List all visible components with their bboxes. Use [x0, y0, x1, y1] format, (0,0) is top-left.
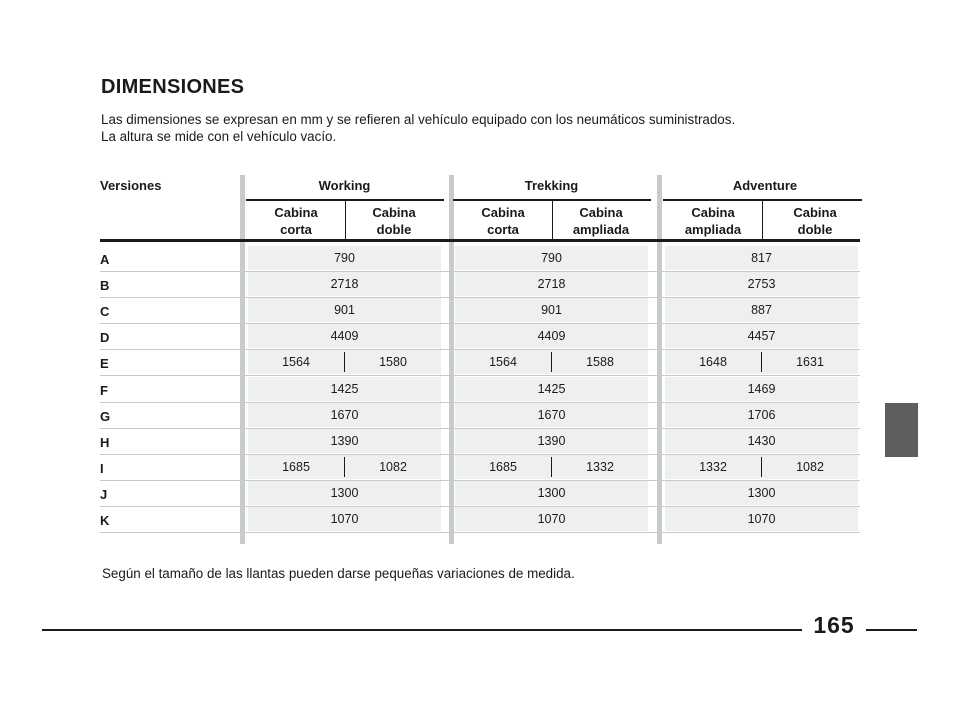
dimension-cell: 887 [665, 298, 858, 322]
row-label: K [100, 513, 110, 528]
dimension-value: 1564 [282, 355, 310, 370]
versions-header: Versiones [100, 178, 162, 193]
dimension-cell: 2718 [248, 272, 441, 296]
dimension-cell: 901 [248, 298, 441, 322]
row-label: D [100, 330, 110, 346]
table-row [100, 272, 860, 298]
dimension-value: 1580 [379, 355, 407, 370]
section-title: DIMENSIONES [101, 76, 245, 98]
intro-text [101, 111, 801, 145]
dimension-cell: 1070 [248, 507, 441, 531]
dimension-cell: 790 [248, 246, 441, 270]
dimension-cell: 1390 [248, 429, 441, 453]
dimension-cell: 4409 [455, 324, 648, 348]
dimension-value: 1082 [379, 459, 407, 474]
dimension-cell: 1706 [665, 403, 858, 427]
dimension-value: 1631 [796, 355, 824, 370]
dimension-cell-split [248, 350, 441, 374]
table-row [100, 429, 860, 455]
dimension-cell: 1070 [455, 507, 648, 531]
table-row [100, 481, 860, 507]
dimension-cell: 2753 [665, 272, 858, 296]
table-row [100, 324, 860, 350]
footnote: Según el tamaño de las llantas pueden darse pequeñas variaciones de medida. [102, 566, 575, 581]
subheader-adventure-a: Cabina ampliada [684, 205, 742, 237]
table-row [100, 298, 860, 324]
side-thumb-tab [885, 403, 918, 457]
dimension-value: 1648 [699, 355, 727, 370]
subheader-trekking-b: Cabina ampliada [572, 205, 630, 237]
dimension-cell-split [248, 455, 441, 479]
dimension-cell: 1430 [665, 429, 858, 453]
dimension-value: 1685 [282, 459, 310, 474]
dimension-value: 1564 [489, 355, 517, 370]
dimension-cell-split [455, 350, 648, 374]
dimension-value: 1332 [586, 459, 614, 474]
dimension-value: 1588 [586, 355, 614, 370]
intro-line-1: Las dimensiones se expresan en mm y se refieren al vehículo equipado con los neumáticos suministrados. [101, 112, 736, 127]
dimension-cell: 1425 [248, 377, 441, 401]
page-number: 165 [813, 612, 855, 638]
dimension-cell: 1469 [665, 377, 858, 401]
row-label: I [100, 460, 104, 476]
dimension-cell: 1670 [248, 403, 441, 427]
row-rule [100, 532, 860, 533]
table-row [100, 350, 860, 376]
row-label: A [100, 252, 110, 267]
subheader-trekking-a: Cabina corta [481, 205, 525, 237]
group-title-working: Working [318, 178, 371, 193]
table-row [100, 377, 860, 403]
dimension-cell-split [665, 455, 858, 479]
footer-rule-left [42, 629, 802, 631]
row-label: E [100, 356, 109, 372]
dimension-value: 1685 [489, 459, 517, 474]
dimension-cell: 1070 [665, 507, 858, 531]
header-bottom-rule [100, 239, 860, 242]
dimension-cell-split [455, 455, 648, 479]
dimension-cell: 4409 [248, 324, 441, 348]
row-label: J [100, 486, 108, 502]
dimension-cell: 1300 [248, 481, 441, 505]
dimension-cell: 1425 [455, 377, 648, 401]
subheader-working-b: Cabina doble [372, 205, 416, 237]
footer-rule-right [866, 629, 917, 631]
table-row [100, 455, 860, 481]
row-label: B [100, 278, 110, 294]
dimension-cell: 2718 [455, 272, 648, 296]
row-label: H [100, 434, 110, 450]
dimension-cell: 901 [455, 298, 648, 322]
dimension-cell: 1670 [455, 403, 648, 427]
group-title-trekking: Trekking [524, 178, 579, 193]
row-label: F [100, 382, 108, 398]
dimension-value: 1332 [699, 459, 727, 474]
dimension-cell: 1300 [665, 481, 858, 505]
table-row [100, 246, 860, 272]
group-title-adventure: Adventure [732, 178, 798, 193]
row-label: C [100, 304, 110, 320]
dimension-cell: 1300 [455, 481, 648, 505]
dimension-cell: 4457 [665, 324, 858, 348]
table-row [100, 403, 860, 429]
dimension-cell: 1390 [455, 429, 648, 453]
dimension-value: 1082 [796, 459, 824, 474]
dimension-cell: 817 [665, 246, 858, 270]
dimension-cell-split [665, 350, 858, 374]
dimension-cell: 790 [455, 246, 648, 270]
row-label: G [100, 408, 111, 424]
table-row [100, 507, 860, 533]
intro-line-2: La altura se mide con el vehículo vacío. [101, 129, 337, 144]
subheader-adventure-b: Cabina doble [793, 205, 837, 237]
subheader-working-a: Cabina corta [274, 205, 318, 237]
